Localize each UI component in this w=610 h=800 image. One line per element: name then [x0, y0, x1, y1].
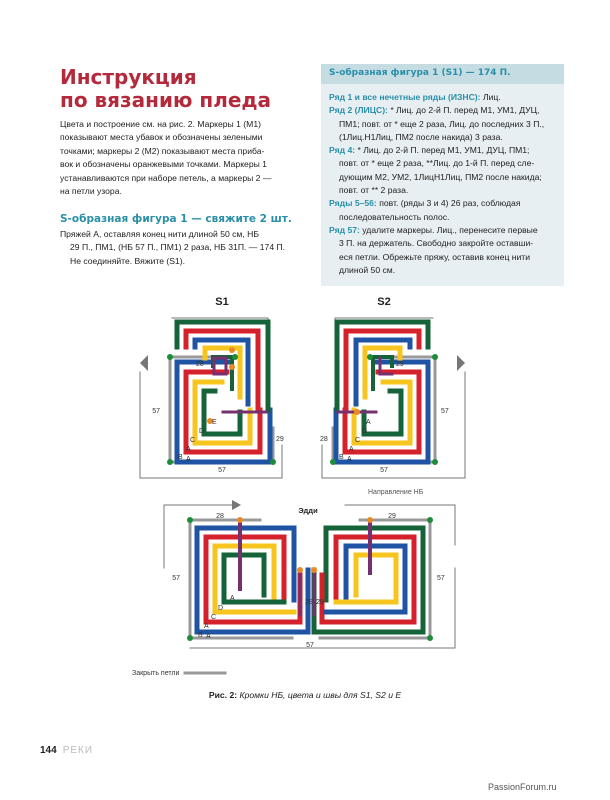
- marker-m2-dot: [229, 347, 235, 353]
- marker-letter: B: [178, 454, 183, 461]
- marker-letter: C: [355, 437, 361, 444]
- section-heading: S-образная фигура 1 — свяжите 2 шт.: [60, 213, 292, 225]
- text-line: Пряжей А, оставляя конец нити длиной 50 см, НБ: [60, 229, 259, 239]
- row-text: повт. (ряды 3 и 4) 26 раз, соблюдая: [379, 198, 521, 209]
- text-line: вок и обозначены оранжевыми точками. Маркеры 1: [60, 159, 267, 170]
- marker-letter: A: [206, 633, 211, 640]
- title-line: Инструкция: [60, 65, 197, 89]
- marker-m1-dot: [167, 354, 173, 360]
- dim-label: 57: [152, 408, 160, 415]
- row-label: Ряд 57:: [329, 224, 360, 235]
- marker-letter: A: [230, 595, 235, 602]
- marker-m2-dot: [311, 567, 317, 573]
- text-line: на петли узора.: [60, 186, 122, 197]
- row-label: Ряд 4:: [329, 145, 356, 156]
- marker-m1-dot: [427, 635, 433, 641]
- marker-m1-dot: [330, 459, 336, 465]
- dim-label: 29: [276, 436, 284, 443]
- marker-letter: B: [339, 454, 344, 461]
- text-line: точками; маркеры 2 (М2) показывают места приба-: [60, 145, 265, 156]
- marker-m2-dot: [354, 409, 360, 415]
- row-text: длиной 50 см.: [339, 264, 396, 275]
- dim-label: 28: [320, 436, 328, 443]
- figure-caption: [0, 690, 610, 700]
- marker-m2-dot: [229, 364, 235, 370]
- section-name: РЕКИ: [62, 745, 94, 756]
- row-text: повт. от ** 2 раза.: [339, 185, 409, 196]
- marker-m1-dot: [270, 459, 276, 465]
- caption-text: Кромки НБ, цвета и швы для S1, S2 и E: [239, 690, 402, 700]
- marker-letter: A: [366, 419, 371, 426]
- dim-label: 28: [216, 513, 224, 520]
- marker-m2-dot: [367, 517, 373, 523]
- arrowhead-icon: [457, 355, 465, 371]
- dim-label: 28: [305, 599, 313, 606]
- dim-label: 29: [316, 599, 324, 606]
- marker-m1-dot: [432, 459, 438, 465]
- row-text: ПМ1; повт. от * еще 2 раза, Лиц. до последних 3 П.,: [339, 118, 545, 129]
- row-label: Ряд 1 и все нечетные ряды (ИЗНС):: [329, 92, 481, 102]
- row-text: (1Лиц.Н1Лиц, ПМ2 после накида) 3 раза.: [339, 131, 503, 142]
- marker-letter: D: [199, 428, 205, 435]
- row-text: * Лиц. до 2-й П. перед М1, УМ1, ДУЦ,: [390, 105, 540, 116]
- marker-m1-dot: [367, 354, 373, 360]
- watermark: PassionForum.ru: [488, 782, 557, 792]
- marker-m1-dot: [187, 517, 193, 523]
- marker-letter: A: [349, 446, 354, 453]
- stripe-green: [337, 322, 428, 410]
- marker-letter: B: [198, 632, 203, 639]
- dim-label: 57: [172, 575, 180, 582]
- row-label: Ряды 5–56:: [329, 198, 377, 209]
- marker-m2-dot: [297, 567, 303, 573]
- row-text: еся петли. Обрежьте пряжу, оставив конец нити: [339, 251, 531, 262]
- marker-letter: D: [362, 428, 368, 435]
- text-line: Цвета и построение см. на рис. 2. Маркеры 1 (М1): [60, 119, 261, 129]
- marker-letter: C: [211, 614, 217, 621]
- text-line: Не соединяйте. Вяжите (S1).: [70, 255, 186, 266]
- row-text: * Лиц. до 2-й П. перед М1, УМ1, ДУЦ, ПМ1;: [357, 145, 530, 156]
- edge-label: Эдди: [298, 506, 318, 515]
- dim-label: 57: [437, 575, 445, 582]
- arrowhead-icon: [232, 500, 241, 510]
- caption-label: Рис. 2:: [208, 690, 238, 700]
- marker-letter: A: [186, 456, 191, 463]
- marker-letter: A: [186, 446, 191, 453]
- row-text: Лиц.: [482, 92, 501, 102]
- s1-title: S1: [215, 296, 229, 308]
- marker-letter: A: [347, 456, 352, 463]
- row-text: 3 П. на держатель. Свободно закройте оставши-: [339, 238, 534, 249]
- row-text: последовательность полос.: [339, 211, 450, 222]
- dim-label: 57: [441, 408, 449, 415]
- stripe-yellow: [356, 555, 396, 602]
- dim-label: 28: [196, 361, 204, 368]
- marker-m1-dot: [187, 635, 193, 641]
- marker-m2-dot: [237, 517, 243, 523]
- marker-m1-dot: [167, 459, 173, 465]
- arrowhead-icon: [140, 355, 148, 371]
- marker-letter: D: [218, 605, 224, 612]
- row-label: Ряд 2 (ЛИЦС):: [329, 105, 388, 116]
- row-text: дующим М2, УМ2, 1ЛицН1Лиц, ПМ2 после накида;: [339, 171, 542, 182]
- marker-letter: A: [204, 623, 209, 630]
- closing-label: Закрыть петли: [132, 670, 180, 677]
- page-number: 144: [40, 745, 57, 756]
- title-line: по вязанию пледа: [60, 88, 272, 112]
- page-footer: [40, 745, 93, 756]
- marker-letter: C: [190, 437, 196, 444]
- text-line: показывают места убавок и обозначены зелеными: [60, 132, 263, 143]
- marker-m1-dot: [427, 517, 433, 523]
- dim-label: 29: [396, 361, 404, 368]
- text-line: устанавливаются при наборе петель, а маркеры 2 —: [60, 172, 272, 183]
- text-line: 29 П., ПМ1, (НБ 57 П., ПМ1) 2 раза, НБ 31П. — 174 П.: [70, 242, 286, 253]
- dim-label: 57: [218, 467, 226, 474]
- marker-m1-dot: [232, 354, 238, 360]
- dim-label: 29: [388, 513, 396, 520]
- marker-letter: E: [212, 419, 217, 426]
- row-text: повт. от * еще 2 раза, **Лиц. до 1-й П. перед сле-: [339, 158, 535, 169]
- marker-m1-dot: [432, 354, 438, 360]
- direction-label: Направление НБ: [368, 489, 424, 496]
- row-text: удалите маркеры. Лиц., перенесите первые: [362, 224, 538, 235]
- s2-title: S2: [377, 296, 391, 308]
- stripe-green: [177, 322, 268, 410]
- dim-label: 57: [380, 467, 388, 474]
- dim-label: 57: [306, 642, 314, 649]
- sidebar-heading: S-образная фигура 1 (S1) — 174 П.: [329, 68, 511, 78]
